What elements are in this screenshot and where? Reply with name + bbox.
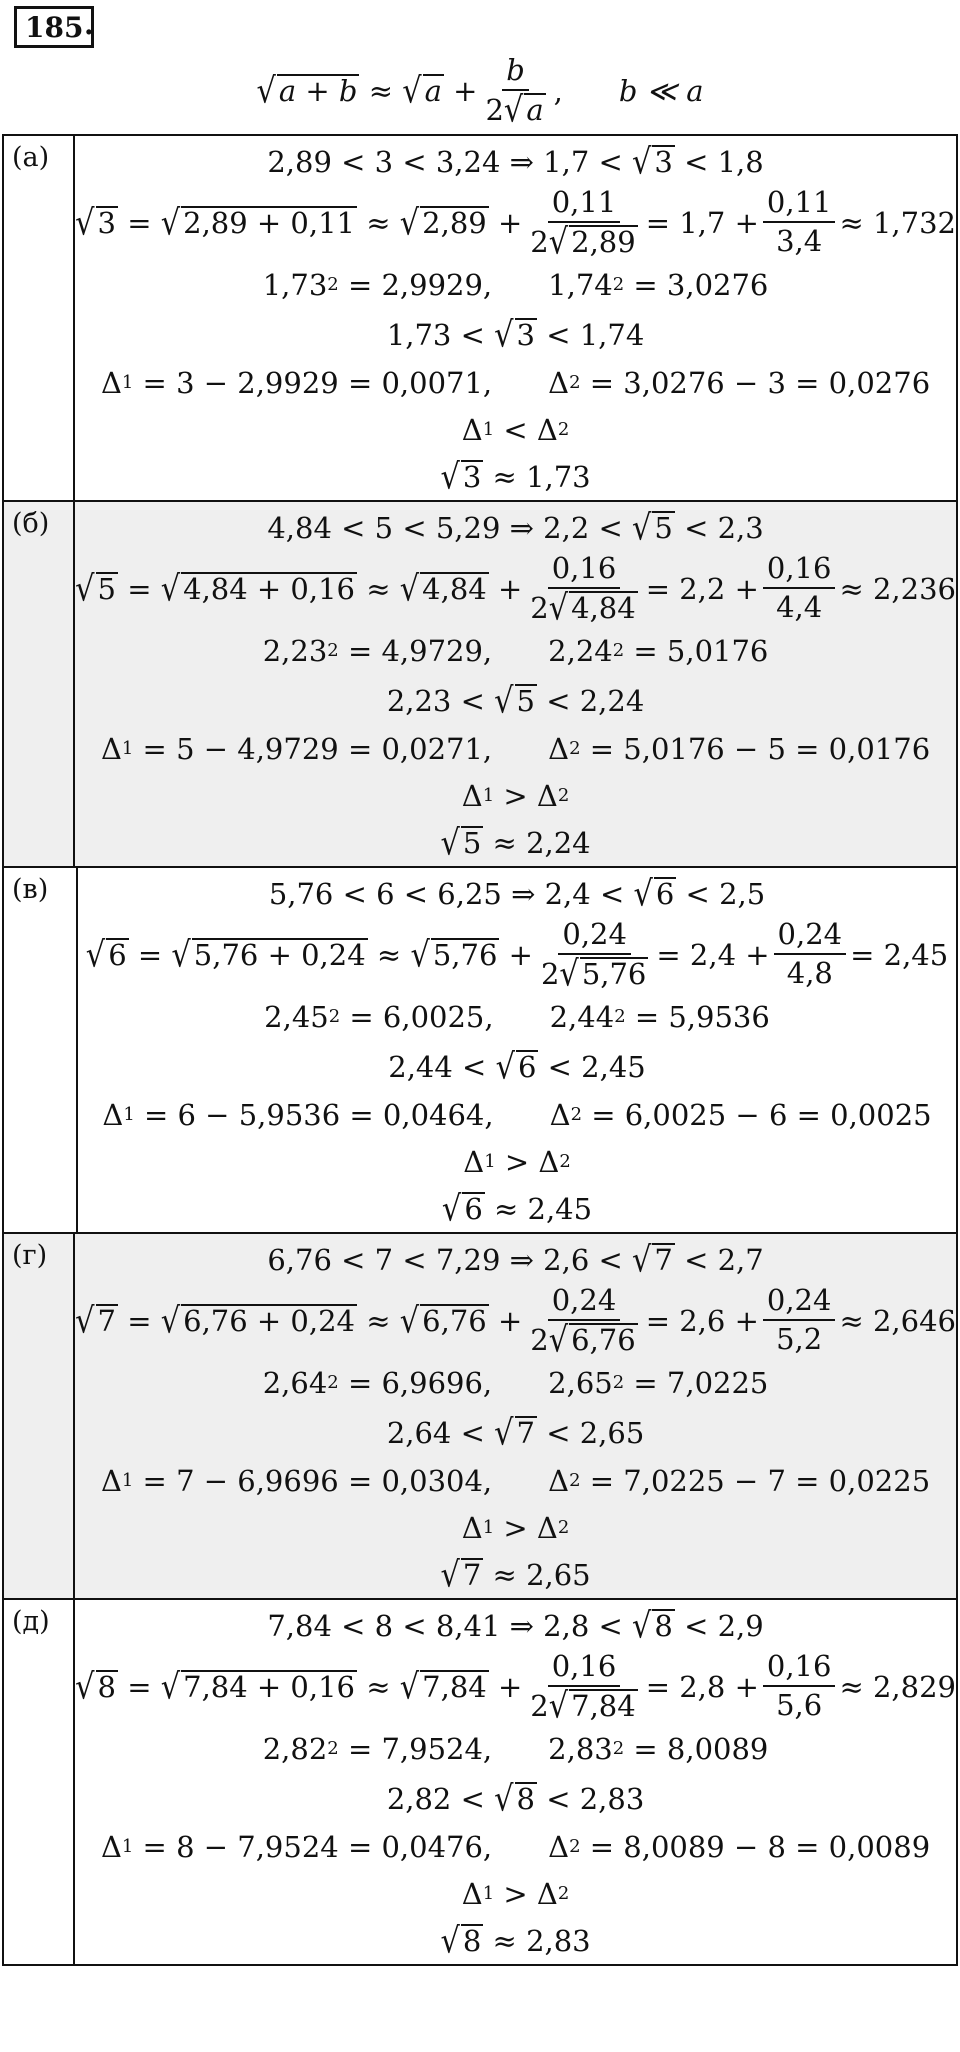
part-label: (в) (4, 868, 78, 1232)
bounds-line: 7,84 < 8 < 8,41 ⇒ 2,8 < √ 8 < 2,9 (267, 1605, 764, 1647)
problem-number: 185 (14, 6, 94, 48)
result-line: √ 6 ≈ 2,45 (441, 1188, 593, 1230)
deltas-line: Δ 1 = 3 − 2,9929 = 0,0071, Δ 2 = 3,0276 − 3 = 0,0276 (100, 366, 931, 400)
interval-line: 2,23 < √ 5 < 2,24 (386, 680, 645, 722)
deltas-line: Δ 1 = 7 − 6,9696 = 0,0304, Δ 2 = 7,0225 − 7 = 0,0225 (100, 1464, 931, 1498)
part-content (75, 1234, 956, 1598)
solution-row-3 (2, 868, 958, 1234)
delta-compare-line: Δ 1 > Δ 2 (461, 1511, 570, 1545)
result-line: √ 5 ≈ 2,24 (440, 822, 591, 864)
part-label: (г) (4, 1234, 75, 1598)
problem-number-dot: . (84, 8, 94, 41)
delta-compare-line: Δ 1 < Δ 2 (461, 413, 570, 447)
part-label: (б) (4, 502, 75, 866)
part-content (75, 136, 956, 500)
approximation-line: √ 8 = √ 7,84 + 0,16 ≈ √ 7,84 + $\frac{0,16}{2√ 7,84}$ = 2,8 + $\frac{0,16}{5,6}$ ≈ 2,829 (75, 1648, 956, 1727)
bounds-line: 4,84 < 5 < 5,29 ⇒ 2,2 < √ 5 < 2,3 (267, 507, 764, 549)
part-content (75, 1600, 956, 1964)
delta-compare-line: Δ 1 > Δ 2 (461, 779, 570, 813)
approximation-line: √ 5 = √ 4,84 + 0,16 ≈ √ 4,84 + $\frac{0,16}{2√ 4,84}$ = 2,2 + $\frac{0,16}{4,4}$ ≈ 2,236 (75, 550, 956, 629)
interval-line: 1,73 < √ 3 < 1,74 (386, 314, 645, 356)
fraction-b-over-2sqrta: $\frac{b}{2√ a}$ (485, 52, 544, 131)
interval-line: 2,44 < √ 6 < 2,45 (388, 1046, 646, 1088)
approximation-formula: √ a + b ≈ √ a + $\frac{b}{2√ a}$ , b ≪ a (256, 52, 704, 131)
bounds-line: 5,76 < 6 < 6,25 ⇒ 2,4 < √ 6 < 2,5 (268, 873, 766, 915)
solution-row-4 (2, 1234, 958, 1600)
condition: b ≪ a (618, 74, 704, 108)
bounds-line: 6,76 < 7 < 7,29 ⇒ 2,6 < √ 7 < 2,7 (267, 1239, 764, 1281)
approximation-line: √ 3 = √ 2,89 + 0,11 ≈ √ 2,89 + $\frac{0,11}{2√ 2,89}$ = 1,7 + $\frac{0,11}{3,4}$ ≈ 1,732 (75, 184, 956, 263)
solution-table (2, 134, 958, 1966)
squares-line: 2,82 2 = 7,9524, 2,83 2 = 8,0089 (262, 1732, 769, 1766)
squares-line: 2,45 2 = 6,0025, 2,44 2 = 5,9536 (264, 1000, 770, 1034)
approximation-line: √ 6 = √ 5,76 + 0,24 ≈ √ 5,76 + $\frac{0,24}{2√ 5,76}$ = 2,4 + $\frac{0,24}{4,8}$ = 2,45 (85, 916, 949, 995)
result-line: √ 7 ≈ 2,65 (440, 1554, 591, 1596)
part-content (75, 502, 956, 866)
sqrt-a: √ a (402, 70, 442, 112)
result-line: √ 8 ≈ 2,83 (440, 1920, 591, 1962)
sqrt-a-plus-b: √ a + b (256, 70, 358, 112)
solution-row-5 (2, 1600, 958, 1966)
deltas-line: Δ 1 = 6 − 5,9536 = 0,0464, Δ 2 = 6,0025 − 6 = 0,0025 (102, 1098, 932, 1132)
interval-line: 2,64 < √ 7 < 2,65 (386, 1412, 645, 1454)
solution-row-1 (2, 136, 958, 502)
part-label: (а) (4, 136, 75, 500)
deltas-line: Δ 1 = 8 − 7,9524 = 0,0476, Δ 2 = 8,0089 − 8 = 0,0089 (100, 1830, 931, 1864)
solution-row-2 (2, 502, 958, 868)
result-line: √ 3 ≈ 1,73 (440, 456, 591, 498)
part-content (78, 868, 956, 1232)
formula-header (0, 52, 960, 130)
bounds-line: 2,89 < 3 < 3,24 ⇒ 1,7 < √ 3 < 1,8 (267, 141, 764, 183)
delta-compare-line: Δ 1 > Δ 2 (463, 1145, 571, 1179)
delta-compare-line: Δ 1 > Δ 2 (461, 1877, 570, 1911)
approximation-line: √ 7 = √ 6,76 + 0,24 ≈ √ 6,76 + $\frac{0,24}{2√ 6,76}$ = 2,6 + $\frac{0,24}{5,2}$ ≈ 2,646 (75, 1282, 956, 1361)
interval-line: 2,82 < √ 8 < 2,83 (386, 1778, 645, 1820)
squares-line: 2,23 2 = 4,9729, 2,24 2 = 5,0176 (262, 634, 769, 668)
squares-line: 2,64 2 = 6,9696, 2,65 2 = 7,0225 (262, 1366, 769, 1400)
deltas-line: Δ 1 = 5 − 4,9729 = 0,0271, Δ 2 = 5,0176 − 5 = 0,0176 (100, 732, 931, 766)
part-label: (д) (4, 1600, 75, 1964)
squares-line: 1,73 2 = 2,9929, 1,74 2 = 3,0276 (262, 268, 769, 302)
